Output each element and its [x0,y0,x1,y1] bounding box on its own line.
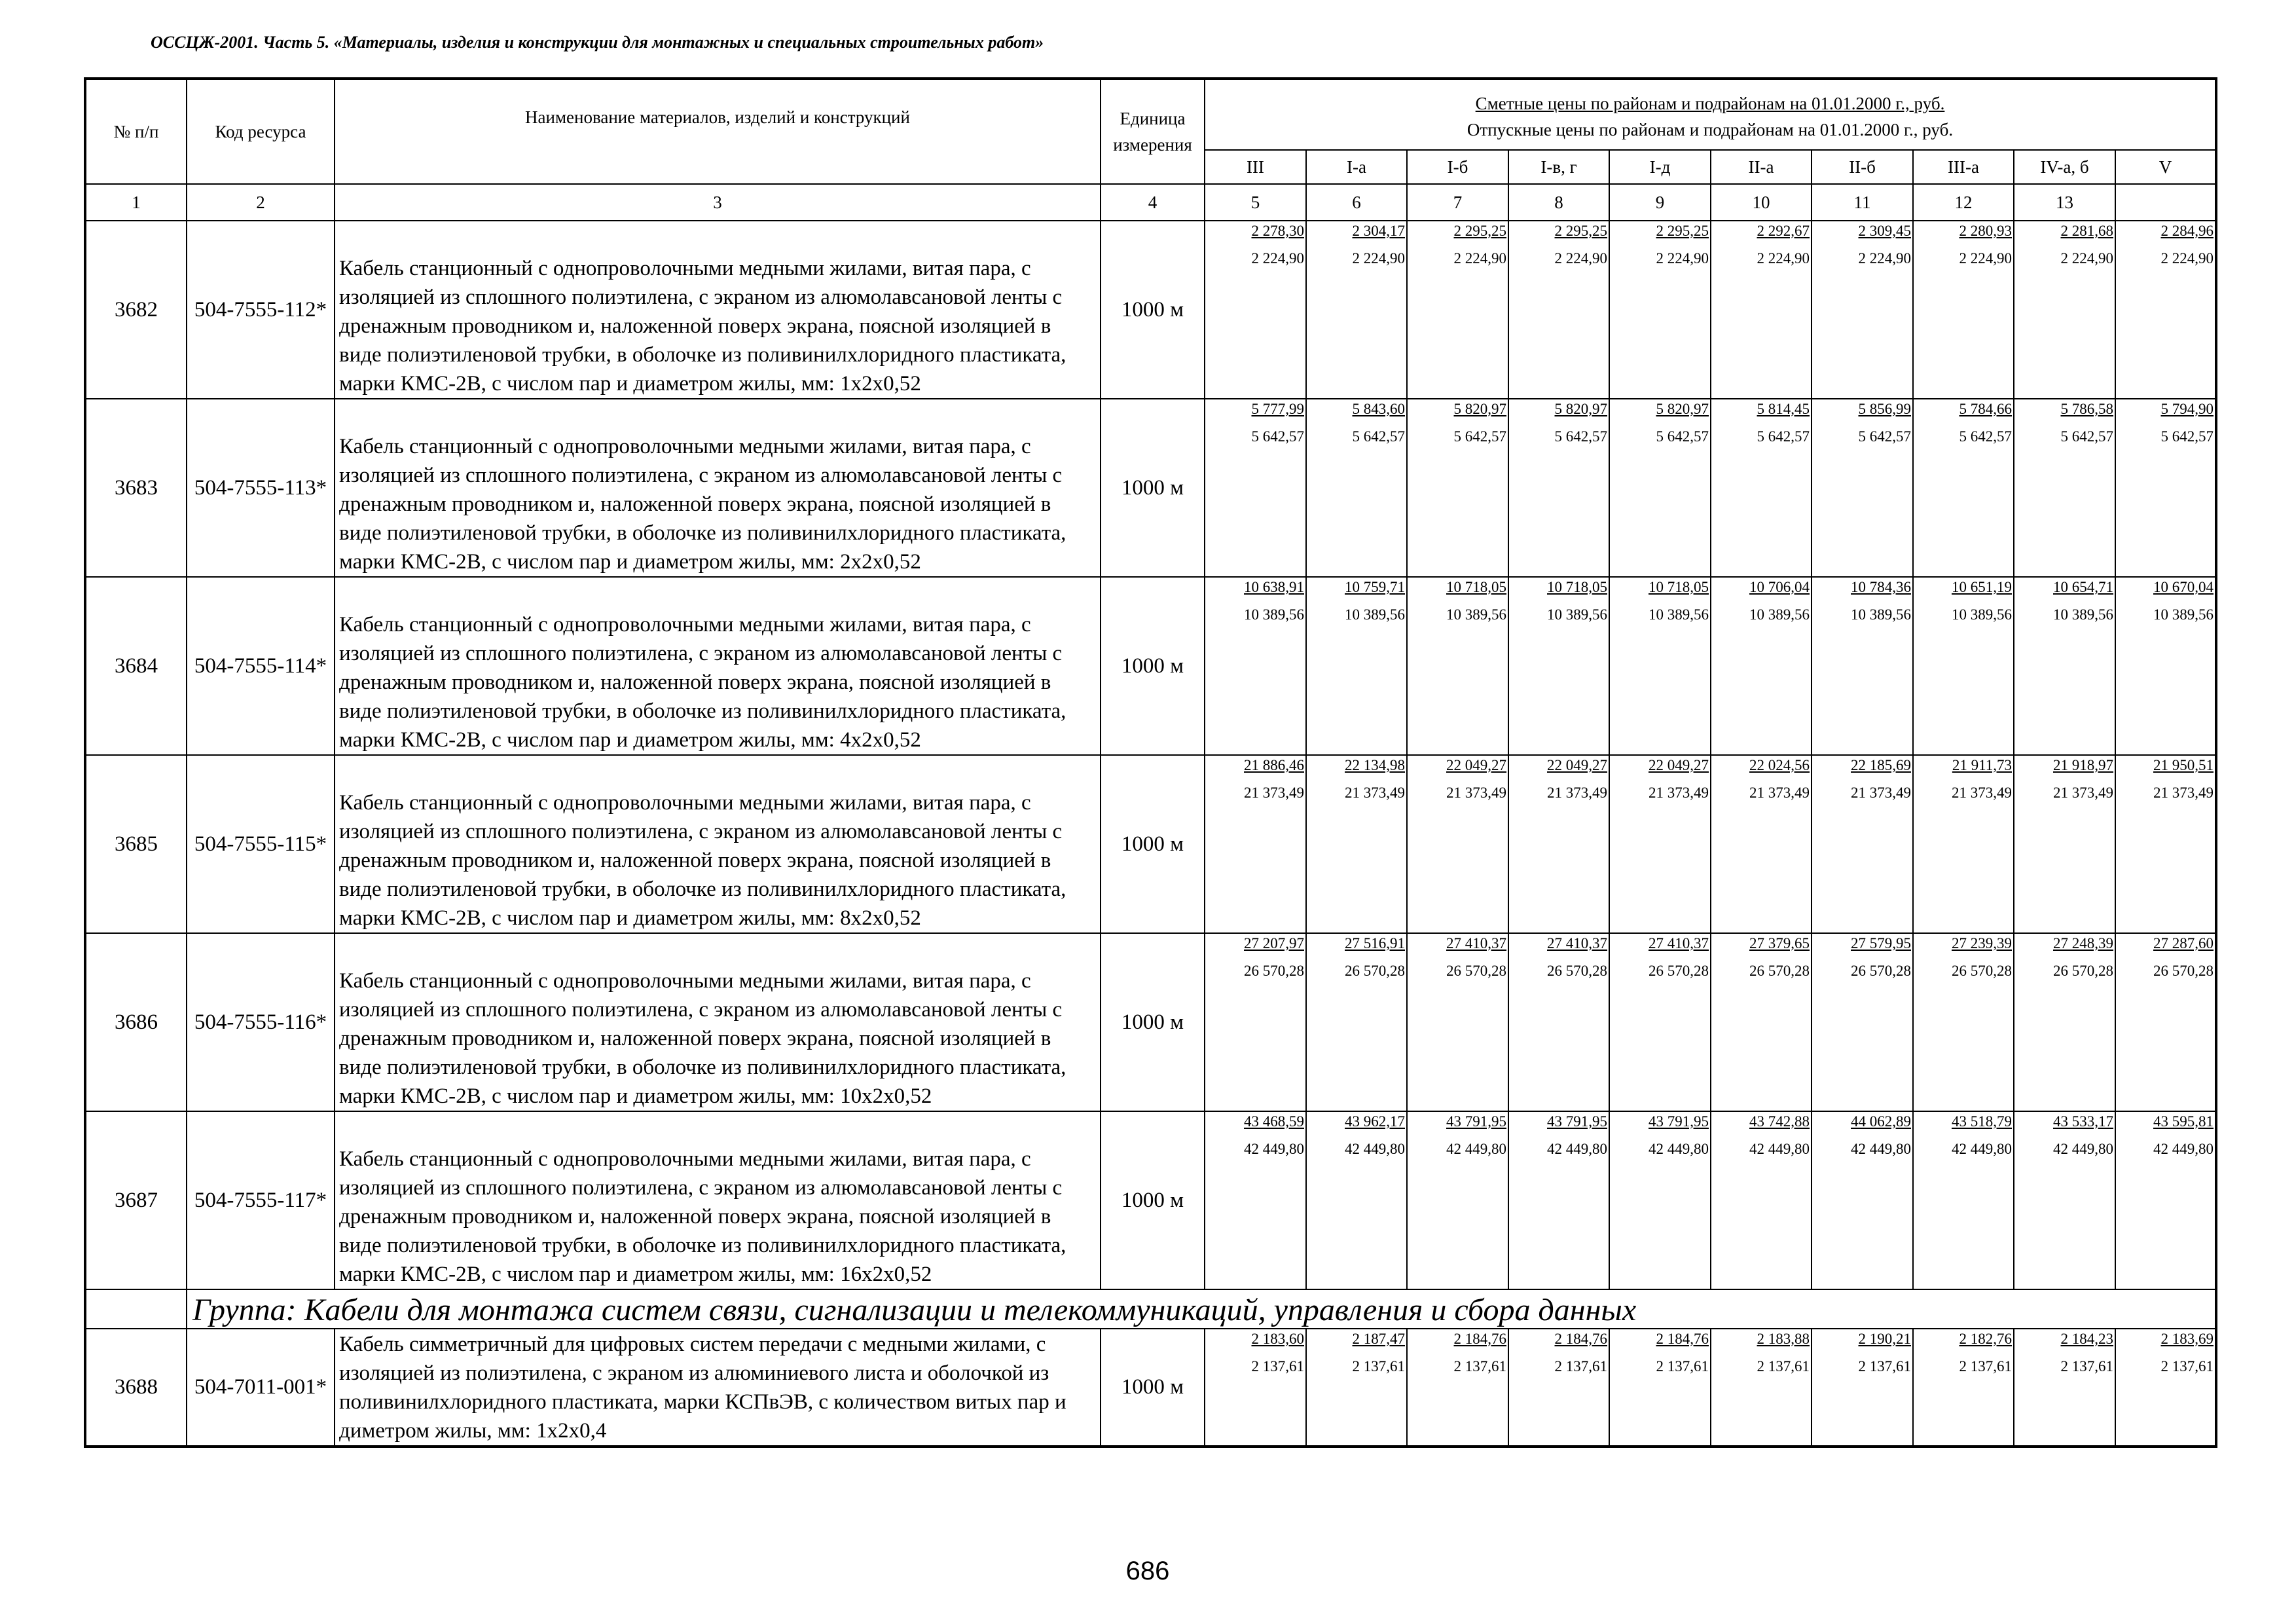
row-number: 3686 [85,933,187,1111]
release-price: 2 224,90 [1757,250,1810,267]
estimate-price: 43 791,95 [1547,1113,1607,1130]
col-header-prices [1205,79,2216,150]
price-cell [1306,399,1407,577]
price-cell [1407,933,1508,1111]
price-cell [2115,755,2216,933]
material-name: Кабель станционный с однопроволочными медными жилами, витая пара, с изоляцией из сплошного полиэтилена, с экраном из алюмолавсановой ленты с дренажным проводником и, наложенной поверх экрана, поясной изоляцией в виде полиэтиленовой трубки, в оболочке из поливинилхлоридного пластиката, марки КМС-2В, с числом пар и диаметром жилы, мм: 10х2х0,52 [335,933,1101,1111]
estimate-price: 2 184,23 [2060,1331,2113,1347]
page-header: ОССЦЖ-2001. Часть 5. «Материалы, изделия и конструкции для монтажных и специальных строительных работ» [151,33,1044,52]
price-cell [1205,1329,1306,1447]
resource-code: 504-7555-113* [187,399,335,577]
release-price: 10 389,56 [1851,606,1911,623]
table-header-row [85,79,2216,150]
price-cell [1508,755,1609,933]
estimate-price: 2 284,96 [2160,223,2214,239]
release-price: 2 224,90 [2060,250,2113,267]
price-cell [2014,1111,2115,1289]
region-header: II-б [1812,150,1913,184]
price-cell [1913,399,2014,577]
price-cell [1711,755,1812,933]
price-cell [1913,221,2014,399]
release-price: 21 373,49 [1952,784,2012,801]
price-cell [1205,221,1306,399]
release-price: 26 570,28 [1749,963,1810,979]
estimate-price: 5 777,99 [1251,401,1304,417]
price-cell [1205,933,1306,1111]
release-price: 21 373,49 [2153,784,2214,801]
estimate-price: 27 207,97 [1244,935,1304,951]
column-number: 12 [1913,184,2014,221]
page-number: 686 [1125,1557,1170,1585]
price-cell [1913,1329,2014,1447]
unit: 1000 м [1101,577,1205,755]
estimate-price: 5 820,97 [1656,401,1709,417]
estimate-price: 2 187,47 [1352,1331,1405,1347]
price-cell [1711,577,1812,755]
estimate-price: 21 950,51 [2153,757,2214,773]
price-cell [2014,933,2115,1111]
estimate-price: 27 410,37 [1446,935,1506,951]
col-header-name: Наименование материалов, изделий и конструкций [335,79,1101,184]
release-price: 5 642,57 [1959,428,2012,445]
material-name: Кабель станционный с однопроволочными медными жилами, витая пара, с изоляцией из сплошного полиэтилена, с экраном из алюмолавсановой ленты с дренажным проводником и, наложенной поверх экрана, поясной изоляцией в виде полиэтиленовой трубки, в оболочке из поливинилхлоридного пластиката, марки КМС-2В, с числом пар и диаметром жилы, мм: 16х2х0,52 [335,1111,1101,1289]
material-name: Кабель симметричный для цифровых систем передачи с медными жилами, с изоляцией из полиэтилена, с экраном из алюминиевого листа и оболочкой из поливинилхлоридного пластиката, марки КСПвЭВ, с количеством витых пар и диметром жилы, мм: 1х2х0,4 [335,1329,1101,1447]
release-price: 21 373,49 [1749,784,1810,801]
release-price: 26 570,28 [1952,963,2012,979]
column-number: 6 [1306,184,1407,221]
table-row [85,577,2216,755]
region-header: V [2115,150,2216,184]
release-price: 2 137,61 [1959,1358,2012,1375]
price-cell [1812,399,1913,577]
column-number: 5 [1205,184,1306,221]
release-price: 5 642,57 [1251,428,1304,445]
price-cell [1711,1111,1812,1289]
release-price: 5 642,57 [1453,428,1506,445]
table-row [85,1111,2216,1289]
price-cell [1812,933,1913,1111]
column-number: 2 [187,184,335,221]
row-number: 3687 [85,1111,187,1289]
price-cell [1306,1111,1407,1289]
estimate-price: 2 280,93 [1959,223,2012,239]
release-price: 2 224,90 [1453,250,1506,267]
region-header: I-д [1609,150,1711,184]
row-number: 3685 [85,755,187,933]
price-cell [1711,1329,1812,1447]
group-row [85,1289,2216,1329]
price-cell [1205,577,1306,755]
estimate-price: 27 239,39 [1952,935,2012,951]
release-price: 2 137,61 [1858,1358,1911,1375]
table-row [85,1329,2216,1447]
estimate-price: 2 183,69 [2160,1331,2214,1347]
release-price: 10 389,56 [1952,606,2012,623]
release-price: 5 642,57 [2160,428,2214,445]
price-cell [1205,1111,1306,1289]
price-cell [1306,221,1407,399]
release-price: 26 570,28 [1649,963,1709,979]
release-price: 42 449,80 [1446,1141,1506,1157]
estimate-price: 10 718,05 [1649,579,1709,595]
column-number: 10 [1711,184,1812,221]
release-price: 10 389,56 [2153,606,2214,623]
resource-code: 504-7555-112* [187,221,335,399]
region-header: II-а [1711,150,1812,184]
release-price: 2 137,61 [1453,1358,1506,1375]
release-price: 21 373,49 [1547,784,1607,801]
price-cell [1508,577,1609,755]
price-cell [2014,1329,2115,1447]
region-header: I-а [1306,150,1407,184]
estimate-price: 22 049,27 [1649,757,1709,773]
price-cell [1711,399,1812,577]
estimate-price: 22 024,56 [1749,757,1810,773]
prices-release-title: Отпускные цены по районам и подрайонам на 01.01.2000 г., руб. [1467,120,1954,139]
release-price: 21 373,49 [1244,784,1304,801]
estimate-price: 2 278,30 [1251,223,1304,239]
estimate-price: 2 304,17 [1352,223,1405,239]
release-price: 21 373,49 [1649,784,1709,801]
release-price: 2 224,90 [1858,250,1911,267]
estimate-price: 10 718,05 [1547,579,1607,595]
estimate-price: 22 185,69 [1851,757,1911,773]
price-cell [1407,1111,1508,1289]
estimate-price: 27 287,60 [2153,935,2214,951]
estimate-price: 2 281,68 [2060,223,2113,239]
row-number: 3684 [85,577,187,755]
column-number: 11 [1812,184,1913,221]
price-cell [2115,1111,2216,1289]
release-price: 2 224,90 [2160,250,2214,267]
release-price: 5 642,57 [1656,428,1709,445]
price-cell [1508,1329,1609,1447]
release-price: 26 570,28 [2053,963,2113,979]
release-price: 21 373,49 [1446,784,1506,801]
column-number: 7 [1407,184,1508,221]
estimate-price: 10 638,91 [1244,579,1304,595]
price-cell [1306,577,1407,755]
release-price: 26 570,28 [2153,963,2214,979]
release-price: 26 570,28 [1244,963,1304,979]
prices-estimate-title: Сметные цены по районам и подрайонам на 01.01.2000 г., руб. [1475,94,1945,113]
estimate-price: 10 670,04 [2153,579,2214,595]
estimate-price: 10 759,71 [1345,579,1405,595]
estimate-price: 27 379,65 [1749,935,1810,951]
price-cell [1812,1329,1913,1447]
release-price: 10 389,56 [1649,606,1709,623]
estimate-price: 10 706,04 [1749,579,1810,595]
release-price: 10 389,56 [1749,606,1810,623]
estimate-price: 27 248,39 [2053,935,2113,951]
estimate-price: 22 049,27 [1446,757,1506,773]
release-price: 2 137,61 [1757,1358,1810,1375]
release-price: 2 224,90 [1656,250,1709,267]
price-cell [1407,755,1508,933]
price-cell [1609,221,1711,399]
price-cell [2014,399,2115,577]
price-cell [1913,1111,2014,1289]
resource-code: 504-7555-114* [187,577,335,755]
price-cell [2115,399,2216,577]
estimate-price: 2 182,76 [1959,1331,2012,1347]
estimate-price: 43 468,59 [1244,1113,1304,1130]
price-cell [2014,221,2115,399]
estimate-price: 5 786,58 [2060,401,2113,417]
price-cell [1609,755,1711,933]
estimate-price: 27 410,37 [1649,935,1709,951]
release-price: 2 224,90 [1251,250,1304,267]
release-price: 2 137,61 [1554,1358,1607,1375]
estimate-price: 10 651,19 [1952,579,2012,595]
estimate-price: 27 410,37 [1547,935,1607,951]
material-name: Кабель станционный с однопроволочными медными жилами, витая пара, с изоляцией из сплошного полиэтилена, с экраном из алюмолавсановой ленты с дренажным проводником и, наложенной поверх экрана, поясной изоляцией в виде полиэтиленовой трубки, в оболочке из поливинилхлоридного пластиката, марки КМС-2В, с числом пар и диаметром жилы, мм: 4х2х0,52 [335,577,1101,755]
region-header: IV-а, б [2014,150,2115,184]
resource-code: 504-7011-001* [187,1329,335,1447]
estimate-price: 21 911,73 [1952,757,2012,773]
price-cell [1812,755,1913,933]
column-number: 13 [2014,184,2115,221]
estimate-price: 10 654,71 [2053,579,2113,595]
release-price: 5 642,57 [1352,428,1405,445]
price-cell [1913,755,2014,933]
price-cell [1913,577,2014,755]
row-number: 3683 [85,399,187,577]
col-header-num: № п/п [85,79,187,184]
table-row [85,755,2216,933]
table-body [85,221,2216,1447]
release-price: 10 389,56 [1547,606,1607,623]
estimate-price: 5 820,97 [1554,401,1607,417]
column-number: 4 [1101,184,1205,221]
estimate-price: 43 595,81 [2153,1113,2214,1130]
release-price: 42 449,80 [1547,1141,1607,1157]
release-price: 26 570,28 [1851,963,1911,979]
price-cell [1205,399,1306,577]
estimate-price: 21 886,46 [1244,757,1304,773]
release-price: 2 224,90 [1554,250,1607,267]
row-number: 3682 [85,221,187,399]
price-cell [1508,933,1609,1111]
price-cell [2115,933,2216,1111]
estimate-price: 5 814,45 [1757,401,1810,417]
estimate-price: 22 049,27 [1547,757,1607,773]
release-price: 42 449,80 [1345,1141,1405,1157]
estimate-price: 2 184,76 [1656,1331,1709,1347]
estimate-price: 27 579,95 [1851,935,1911,951]
release-price: 26 570,28 [1345,963,1405,979]
release-price: 42 449,80 [1851,1141,1911,1157]
release-price: 42 449,80 [1749,1141,1810,1157]
estimate-price: 5 843,60 [1352,401,1405,417]
price-cell [1812,1111,1913,1289]
unit: 1000 м [1101,221,1205,399]
release-price: 2 137,61 [1352,1358,1405,1375]
price-cell [1812,577,1913,755]
region-header: III-а [1913,150,2014,184]
material-name: Кабель станционный с однопроволочными медными жилами, витая пара, с изоляцией из сплошного полиэтилена, с экраном из алюмолавсановой ленты с дренажным проводником и, наложенной поверх экрана, поясной изоляцией в виде полиэтиленовой трубки, в оболочке из поливинилхлоридного пластиката, марки КМС-2В, с числом пар и диаметром жилы, мм: 8х2х0,52 [335,755,1101,933]
column-number: 1 [85,184,187,221]
price-table [84,77,2217,1448]
estimate-price: 2 309,45 [1858,223,1911,239]
price-cell [1407,1329,1508,1447]
estimate-price: 2 295,25 [1453,223,1506,239]
release-price: 2 137,61 [1656,1358,1709,1375]
price-cell [1508,399,1609,577]
release-price: 42 449,80 [1952,1141,2012,1157]
table-row [85,399,2216,577]
estimate-price: 2 184,76 [1453,1331,1506,1347]
estimate-price: 22 134,98 [1345,757,1405,773]
estimate-price: 43 791,95 [1649,1113,1709,1130]
price-cell [1508,1111,1609,1289]
region-header: III [1205,150,1306,184]
price-cell [2115,577,2216,755]
estimate-price: 2 295,25 [1656,223,1709,239]
estimate-price: 43 518,79 [1952,1113,2012,1130]
table-row [85,221,2216,399]
resource-code: 504-7555-115* [187,755,335,933]
price-cell [2014,577,2115,755]
group-title: Группа: Кабели для монтажа систем связи, сигнализации и телекоммуникаций, управления и сбора данных [187,1289,2216,1329]
estimate-price: 2 295,25 [1554,223,1607,239]
price-cell [1913,933,2014,1111]
estimate-price: 5 856,99 [1858,401,1911,417]
col-header-unit: Единица измерения [1101,79,1205,184]
release-price: 26 570,28 [1547,963,1607,979]
price-cell [1407,221,1508,399]
price-cell [1609,577,1711,755]
release-price: 10 389,56 [2053,606,2113,623]
release-price: 2 137,61 [2160,1358,2214,1375]
unit: 1000 м [1101,1329,1205,1447]
estimate-price: 2 292,67 [1757,223,1810,239]
price-cell [2115,221,2216,399]
price-cell [1508,221,1609,399]
resource-code: 504-7555-117* [187,1111,335,1289]
price-cell [1609,399,1711,577]
estimate-price: 10 784,36 [1851,579,1911,595]
estimate-price: 27 516,91 [1345,935,1405,951]
estimate-price: 5 820,97 [1453,401,1506,417]
release-price: 26 570,28 [1446,963,1506,979]
material-name: Кабель станционный с однопроволочными медными жилами, витая пара, с изоляцией из сплошного полиэтилена, с экраном из алюмолавсановой ленты с дренажным проводником и, наложенной поверх экрана, поясной изоляцией в виде полиэтиленовой трубки, в оболочке из поливинилхлоридного пластиката, марки КМС-2В, с числом пар и диаметром жилы, мм: 2х2х0,52 [335,399,1101,577]
estimate-price: 43 791,95 [1446,1113,1506,1130]
release-price: 5 642,57 [2060,428,2113,445]
release-price: 2 137,61 [2060,1358,2113,1375]
price-cell [2115,1329,2216,1447]
release-price: 42 449,80 [2053,1141,2113,1157]
row-number: 3688 [85,1329,187,1447]
release-price: 21 373,49 [1345,784,1405,801]
price-cell [1407,577,1508,755]
estimate-price: 2 183,60 [1251,1331,1304,1347]
material-name: Кабель станционный с однопроволочными медными жилами, витая пара, с изоляцией из сплошного полиэтилена, с экраном из алюмолавсановой ленты с дренажным проводником и, наложенной поверх экрана, поясной изоляцией в виде полиэтиленовой трубки, в оболочке из поливинилхлоридного пластиката, марки КМС-2В, с числом пар и диаметром жилы, мм: 1х2х0,52 [335,221,1101,399]
price-cell [2014,755,2115,933]
estimate-price: 44 062,89 [1851,1113,1911,1130]
column-number: 3 [335,184,1101,221]
price-cell [1711,221,1812,399]
group-row-spacer [85,1289,187,1329]
column-number: 8 [1508,184,1609,221]
table-row [85,933,2216,1111]
release-price: 2 224,90 [1959,250,2012,267]
estimate-price: 10 718,05 [1446,579,1506,595]
release-price: 21 373,49 [2053,784,2113,801]
price-cell [1812,221,1913,399]
price-cell [1407,399,1508,577]
price-cell [1609,1329,1711,1447]
column-number-row [85,184,2216,221]
release-price: 42 449,80 [2153,1141,2214,1157]
unit: 1000 м [1101,1111,1205,1289]
estimate-price: 21 918,97 [2053,757,2113,773]
estimate-price: 5 794,90 [2160,401,2214,417]
release-price: 2 137,61 [1251,1358,1304,1375]
price-cell [1609,1111,1711,1289]
estimate-price: 2 184,76 [1554,1331,1607,1347]
release-price: 5 642,57 [1757,428,1810,445]
unit: 1000 м [1101,399,1205,577]
column-number: 9 [1609,184,1711,221]
release-price: 5 642,57 [1554,428,1607,445]
estimate-price: 5 784,66 [1959,401,2012,417]
release-price: 10 389,56 [1244,606,1304,623]
estimate-price: 2 190,21 [1858,1331,1911,1347]
release-price: 5 642,57 [1858,428,1911,445]
release-price: 21 373,49 [1851,784,1911,801]
release-price: 42 449,80 [1244,1141,1304,1157]
region-header: I-б [1407,150,1508,184]
estimate-price: 43 533,17 [2053,1113,2113,1130]
unit: 1000 м [1101,933,1205,1111]
resource-code: 504-7555-116* [187,933,335,1111]
price-cell [1306,1329,1407,1447]
price-cell [1306,933,1407,1111]
unit: 1000 м [1101,755,1205,933]
release-price: 42 449,80 [1649,1141,1709,1157]
release-price: 2 224,90 [1352,250,1405,267]
estimate-price: 2 183,88 [1757,1331,1810,1347]
release-price: 10 389,56 [1446,606,1506,623]
release-price: 10 389,56 [1345,606,1405,623]
price-cell [1609,933,1711,1111]
region-header: I-в, г [1508,150,1609,184]
price-cell [1306,755,1407,933]
col-header-code: Код ресурса [187,79,335,184]
estimate-price: 43 962,17 [1345,1113,1405,1130]
price-cell [1711,933,1812,1111]
price-cell [1205,755,1306,933]
estimate-price: 43 742,88 [1749,1113,1810,1130]
